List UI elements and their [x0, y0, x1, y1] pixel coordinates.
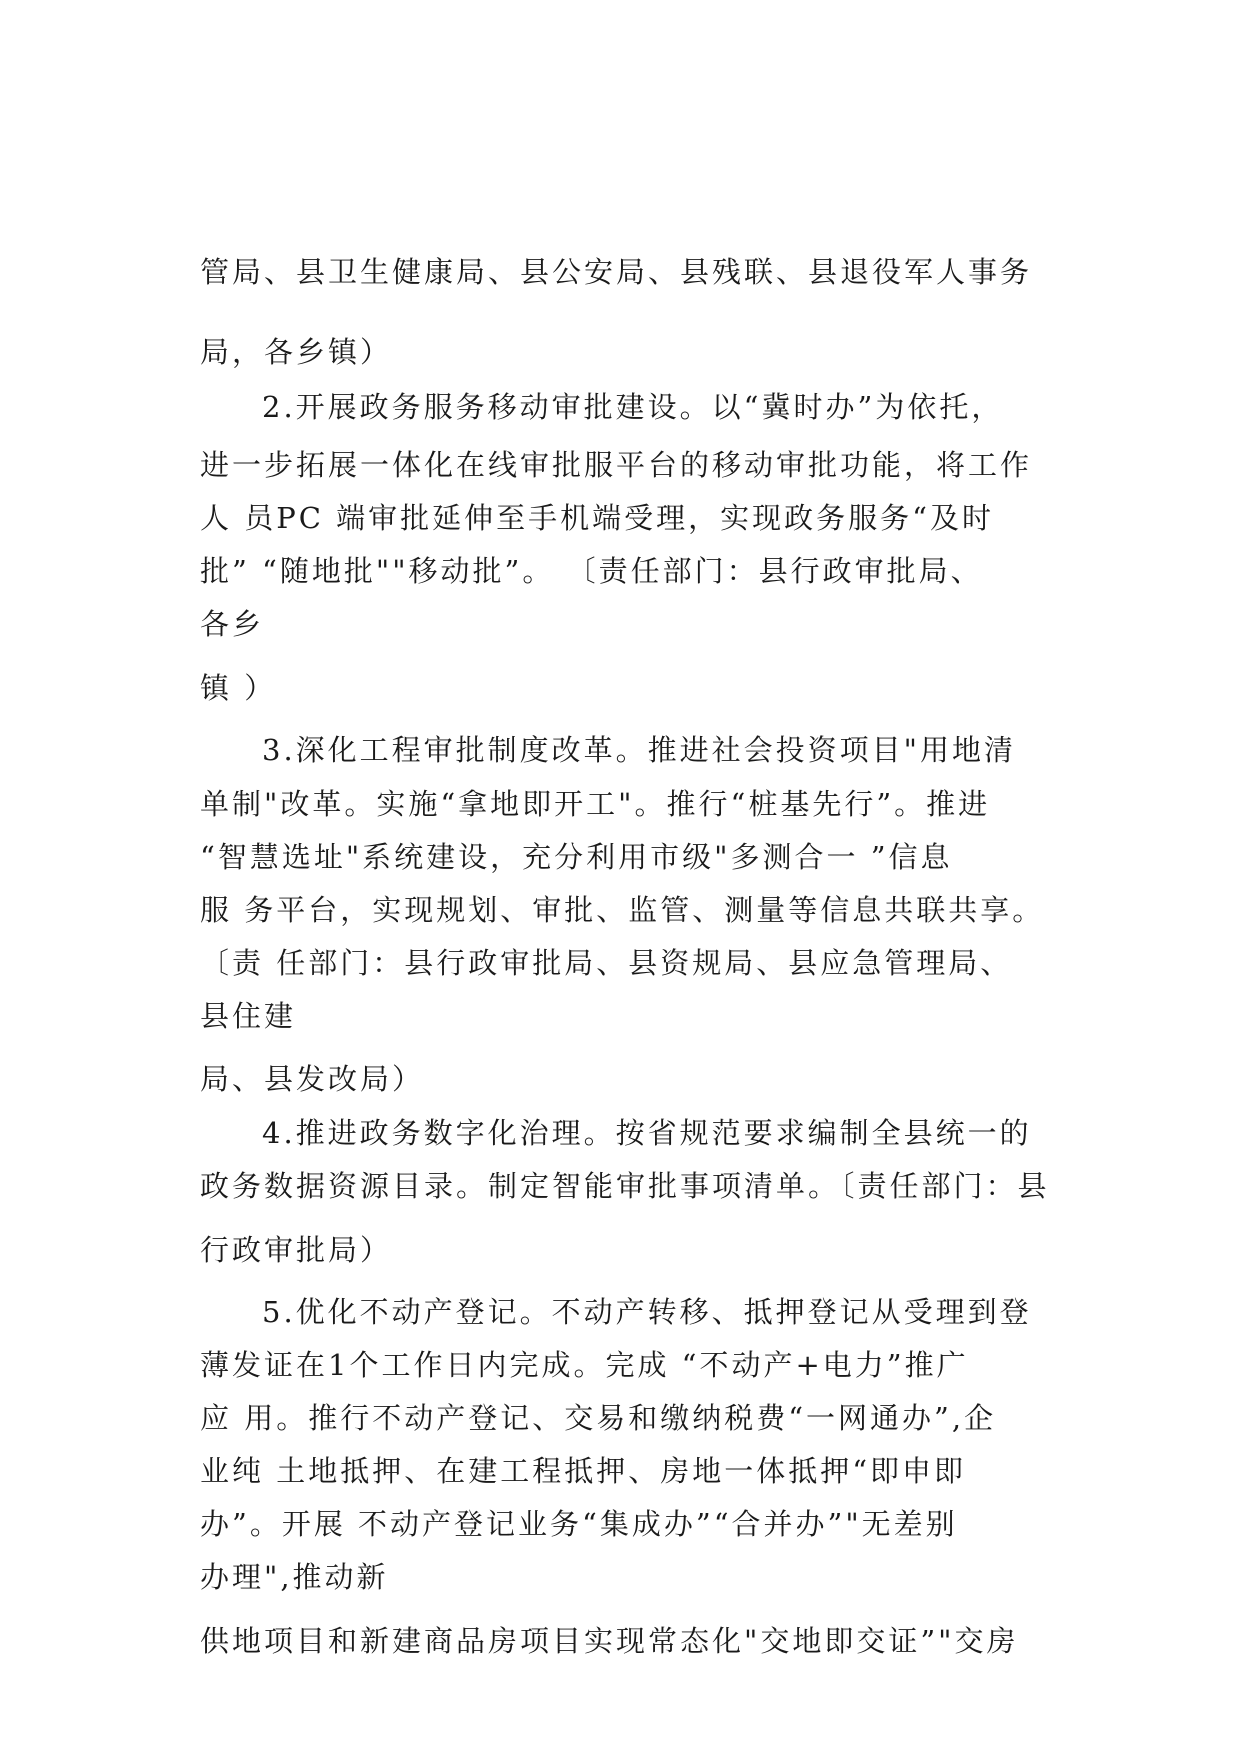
- text-line: 〔责 任部门：县行政审批局、县资规局、县应急管理局、: [200, 946, 1013, 980]
- text-line: “智慧选址"系统建设，充分利用市级"多测合一 ”信息: [200, 840, 953, 874]
- text-line: 局，各乡镇）: [200, 335, 393, 369]
- text-line: 服 务平台，实现规划、审批、监管、测量等信息共联共享。: [200, 893, 1045, 927]
- text-line: 业纯 土地抵押、在建工程抵押、房地一体抵押“即申即: [200, 1454, 967, 1488]
- text-line: 5.优化不动产登记。不动产转移、抵押登记从受理到登: [262, 1295, 1032, 1329]
- text-line: 县住建: [200, 999, 297, 1033]
- text-line: 批” “随地批""移动批”。 〔责任部门：县行政审批局、: [200, 554, 983, 588]
- text-line: 4.推进政务数字化治理。按省规范要求编制全县统一的: [262, 1116, 1032, 1150]
- text-line: 薄发证在1个工作日内完成。完成 “不动产+电力”推广: [200, 1348, 969, 1382]
- text-line: 各乡: [200, 607, 265, 641]
- text-line: 管局、县卫生健康局、县公安局、县残联、县退役军人事务: [200, 255, 1033, 289]
- text-line: 进一步拓展一体化在线审批服平台的移动审批功能，将工作: [200, 448, 1033, 482]
- text-line: 2.开展政务服务移动审批建设。以“冀时办”为依托，: [262, 390, 1004, 424]
- text-line: 办”。开展 不动产登记业务“集成办”“合并办”"无差别: [200, 1507, 958, 1541]
- text-line: 人 员PC 端审批延伸至手机端受理，实现政务服务“及时: [200, 501, 994, 535]
- text-line: 行政审批局）: [200, 1233, 393, 1267]
- text-line: 供地项目和新建商品房项目实现常态化"交地即交证”"交房: [200, 1624, 1019, 1658]
- text-line: 3.深化工程审批制度改革。推进社会投资项目"用地清: [262, 733, 1017, 767]
- text-line: 局、县发改局）: [200, 1062, 425, 1096]
- text-line: 应 用。推行不动产登记、交易和缴纳税费“一网通办”,企: [200, 1401, 997, 1435]
- text-line: 单制"改革。实施“拿地即开工"。推行“桩基先行”。推进: [200, 787, 991, 821]
- text-line: 政务数据资源目录。制定智能审批事项清单。〔责任部门：县: [200, 1169, 1050, 1203]
- text-line: 镇 ）: [200, 671, 277, 705]
- text-line: 办理",推动新: [200, 1560, 389, 1594]
